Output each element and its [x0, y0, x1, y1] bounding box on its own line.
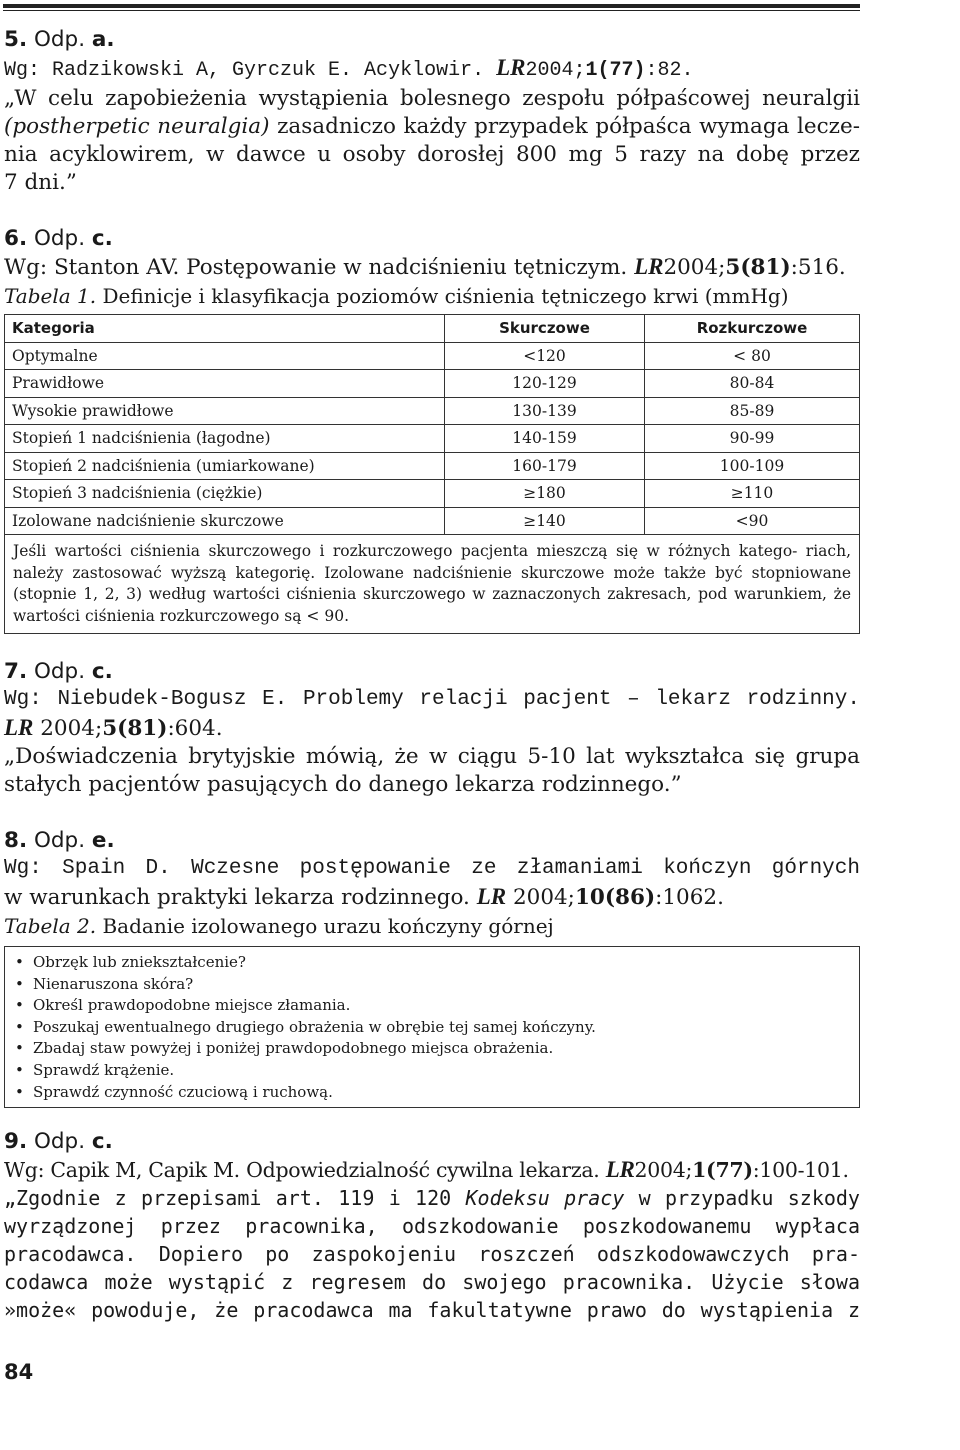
- q6-answer: c.: [91, 226, 113, 251]
- q9-heading: [4, 1128, 860, 1156]
- cell-diastolic: 80-84: [645, 370, 860, 398]
- header-rozkurczowe: Rozkurczowe: [645, 315, 860, 343]
- q6-number: 6.: [4, 226, 28, 251]
- table-1-title: Definicje i klasyfikacja poziomów ciśnienia tętniczego krwi (mmHg): [102, 284, 789, 308]
- q9-number: 9.: [4, 1129, 28, 1155]
- q5-ref-year: 2004;: [525, 59, 586, 82]
- q5-quote-line-2-text: zasadniczo każdy przypadek półpaśca wymaga lecze-: [277, 114, 860, 139]
- table-row: [5, 370, 860, 398]
- q9-reference: [4, 1156, 860, 1184]
- list-item: [5, 974, 859, 996]
- cell-category: Izolowane nadciśnienie skurczowe: [5, 507, 445, 535]
- cell-diastolic: 90-99: [645, 425, 860, 453]
- q8-reference-line-1: Wg: Spain D. Wczesne postępowanie ze złamaniami kończyn górnych: [4, 857, 860, 880]
- q7-reference-line-2: [4, 714, 860, 743]
- list-item: [5, 1017, 859, 1039]
- q6-journal: LR: [634, 254, 664, 279]
- q6-heading: [4, 225, 860, 253]
- bullet-icon: •: [15, 1017, 24, 1036]
- q9-quote-line-3: pracodawca. Dopiero po zaspokojeniu roszczeń odszkodowawczych pra-: [4, 1242, 860, 1267]
- table-row: [5, 425, 860, 453]
- cell-diastolic: 85-89: [645, 397, 860, 425]
- q9-quote-line-1: [4, 1184, 860, 1212]
- q7-number: 7.: [4, 659, 28, 684]
- q5-ref-issue: 1(77): [585, 59, 646, 82]
- list-item-text: Określ prawdopodobne miejsce złamania.: [33, 996, 351, 1015]
- q7-heading: [4, 658, 860, 686]
- cell-category: Optymalne: [5, 342, 445, 370]
- bullet-icon: •: [15, 996, 24, 1015]
- q5-number: 5.: [4, 27, 28, 52]
- q8-ref-issue: 10(86): [574, 885, 656, 910]
- cell-systolic: 160-179: [445, 452, 645, 480]
- table-row: [5, 397, 860, 425]
- table-note: Jeśli wartości ciśnienia skurczowego i rozkurczowego pacjenta mieszczą się w różnych katego- riach, należy zastosować wyższą kategorię. Izolowane nadciśnienie skurczowe może także być stopniowane (stopnie 1, 2, 3) według wartości ciśnienia skurczowego w zaznaczonych zakresach, pod warunkiem, że wartości ciśnienia rozkurczowego są < 90.: [5, 535, 860, 634]
- q5-quote-line-1: „W celu zapobieżenia wystąpienia bolesnego zespołu półpaścowej neuralgii: [4, 86, 860, 111]
- q9-quote-italic: Kodeksu pracy: [465, 1186, 625, 1211]
- table-2-label: Tabela 2.: [4, 914, 97, 938]
- q7-ref-issue: 5(81): [102, 716, 168, 741]
- q9-ref-issue: 1(77): [692, 1158, 753, 1183]
- q9-quote-line-1-a: „Zgodnie z przepisami art. 119 i 120: [4, 1186, 452, 1211]
- q7-ref-pages: :604.: [167, 716, 223, 741]
- q7-journal: LR: [4, 715, 34, 740]
- page-content: [4, 26, 860, 1324]
- q7-odp: Odp.: [33, 659, 86, 684]
- cell-category: Stopień 1 nadciśnienia (łagodne): [5, 425, 445, 453]
- table-row: [5, 507, 860, 535]
- q6-ref-authors: Wg: Stanton AV. Postępowanie w nadciśnieniu tętniczym.: [4, 255, 628, 280]
- header-rule-thick: [3, 4, 860, 8]
- q7-reference-line-1: Wg: Niebudek-Bogusz E. Problemy relacji pacjent – lekarz rodzinny.: [4, 688, 860, 711]
- header-skurczowe: Skurczowe: [445, 315, 645, 343]
- q9-quote-line-1-b: w przypadku szkody: [638, 1186, 860, 1211]
- bullet-icon: •: [15, 953, 24, 971]
- list-item: [5, 995, 859, 1017]
- q7-quote-line-1: „Doświadczenia brytyjskie mówią, że w ciągu 5-10 lat wykształca się grupa: [4, 744, 860, 769]
- examination-checklist: [4, 946, 860, 1108]
- q8-ref-year: 2004;: [512, 885, 575, 910]
- q8-odp: Odp.: [33, 828, 86, 853]
- cell-systolic: 140-159: [445, 425, 645, 453]
- q8-ref-line-2-text: w warunkach praktyki lekarza rodzinnego.: [4, 885, 470, 910]
- q6-reference: [4, 253, 860, 282]
- header-kategoria: Kategoria: [5, 315, 445, 343]
- q8-reference-line-2: [4, 883, 860, 912]
- q9-ref-year: 2004;: [634, 1158, 693, 1183]
- table-row: [5, 480, 860, 508]
- q6-ref-year: 2004;: [663, 255, 726, 280]
- q5-reference: [4, 54, 860, 85]
- table-row: [5, 342, 860, 370]
- list-item-text: Nienaruszona skóra?: [33, 974, 194, 993]
- table-1-label: Tabela 1.: [4, 284, 97, 308]
- q8-ref-pages: :1062.: [655, 885, 724, 910]
- header-rule-thin: [3, 10, 860, 11]
- q6-ref-pages: :516.: [790, 255, 846, 280]
- cell-systolic: 120-129: [445, 370, 645, 398]
- bullet-icon: •: [15, 974, 24, 993]
- blood-pressure-table: [4, 314, 860, 634]
- list-item: [5, 1060, 859, 1082]
- q9-ref-authors: Wg: Capik M, Capik M. Odpowiedzialność cywilna lekarza.: [4, 1158, 600, 1183]
- cell-systolic: ≥180: [445, 480, 645, 508]
- q7-answer: c.: [91, 659, 113, 684]
- list-item-text: Sprawdź krążenie.: [33, 1060, 175, 1079]
- cell-systolic: <120: [445, 342, 645, 370]
- cell-diastolic: <90: [645, 507, 860, 535]
- bullet-icon: •: [15, 1039, 24, 1058]
- q7-quote-line-2: stałych pacjentów pasujących do danego lekarza rodzinnego.”: [4, 772, 682, 797]
- q5-quote-italic: (postherpetic neuralgia): [4, 114, 270, 139]
- cell-systolic: 130-139: [445, 397, 645, 425]
- cell-category: Wysokie prawidłowe: [5, 397, 445, 425]
- list-item: [5, 1082, 859, 1104]
- q5-quote-line-2: [4, 113, 860, 141]
- q5-heading: [4, 26, 860, 54]
- table-row: [5, 452, 860, 480]
- q6-odp: Odp.: [33, 226, 86, 251]
- bullet-icon: •: [15, 1060, 24, 1079]
- q8-journal: LR: [476, 884, 507, 909]
- q5-journal: LR: [496, 55, 526, 80]
- q5-quote-line-4: 7 dni.”: [4, 170, 77, 195]
- table-header-row: [5, 315, 860, 343]
- bullet-icon: •: [15, 1082, 24, 1101]
- page-number: 84: [4, 1360, 34, 1384]
- table-2-caption: [4, 912, 860, 940]
- cell-category: Stopień 3 nadciśnienia (ciężkie): [5, 480, 445, 508]
- list-item: [5, 1038, 859, 1060]
- table-note-row: [5, 535, 860, 634]
- cell-diastolic: 100-109: [645, 452, 860, 480]
- cell-category: Stopień 2 nadciśnienia (umiarkowane): [5, 452, 445, 480]
- q9-quote-line-5: »może« powoduje, że pracodawca ma fakultatywne prawo do wystąpienia z: [4, 1298, 860, 1323]
- table-2-title: Badanie izolowanego urazu kończyny górnej: [102, 914, 554, 938]
- table-1-caption: [4, 282, 860, 310]
- q9-ref-pages: :100-101.: [752, 1158, 849, 1183]
- q9-journal: LR: [605, 1157, 635, 1183]
- q5-ref-authors: Wg: Radzikowski A, Gyrczuk E. Acyklowir.: [4, 59, 485, 82]
- q8-answer: e.: [91, 828, 115, 853]
- q7-ref-year: 2004;: [40, 716, 103, 741]
- q5-answer: a.: [91, 27, 115, 52]
- cell-category: Prawidłowe: [5, 370, 445, 398]
- list-item-text: Poszukaj ewentualnego drugiego obrażenia w obrębie tej samej kończyny.: [33, 1017, 596, 1036]
- q9-odp: Odp.: [33, 1129, 86, 1155]
- list-item-text: Zbadaj staw powyżej i poniżej prawdopodobnego miejsca obrażenia.: [33, 1039, 554, 1058]
- cell-diastolic: ≥110: [645, 480, 860, 508]
- q5-quote-line-3: nia acyklowirem, w dawce u osoby dorosłej 800 mg 5 razy na dobę przez: [4, 142, 860, 167]
- cell-diastolic: < 80: [645, 342, 860, 370]
- list-item: [5, 952, 859, 974]
- q5-odp: Odp.: [33, 27, 86, 52]
- q9-quote-line-2: wyrządzonej przez pracownika, odszkodowanie poszkodowanemu wypłaca: [4, 1214, 860, 1239]
- q9-quote-line-4: codawca może wystąpić z regresem do swojego pracownika. Użycie słowa: [4, 1270, 860, 1295]
- q8-heading: [4, 827, 860, 855]
- cell-systolic: ≥140: [445, 507, 645, 535]
- q6-ref-issue: 5(81): [725, 255, 791, 280]
- list-item-text: Sprawdź czynność czuciową i ruchową.: [33, 1082, 333, 1101]
- list-item-text: Obrzęk lub zniekształcenie?: [33, 953, 246, 971]
- q8-number: 8.: [4, 828, 28, 853]
- q5-ref-pages: :82.: [645, 59, 694, 82]
- q9-answer: c.: [91, 1129, 113, 1155]
